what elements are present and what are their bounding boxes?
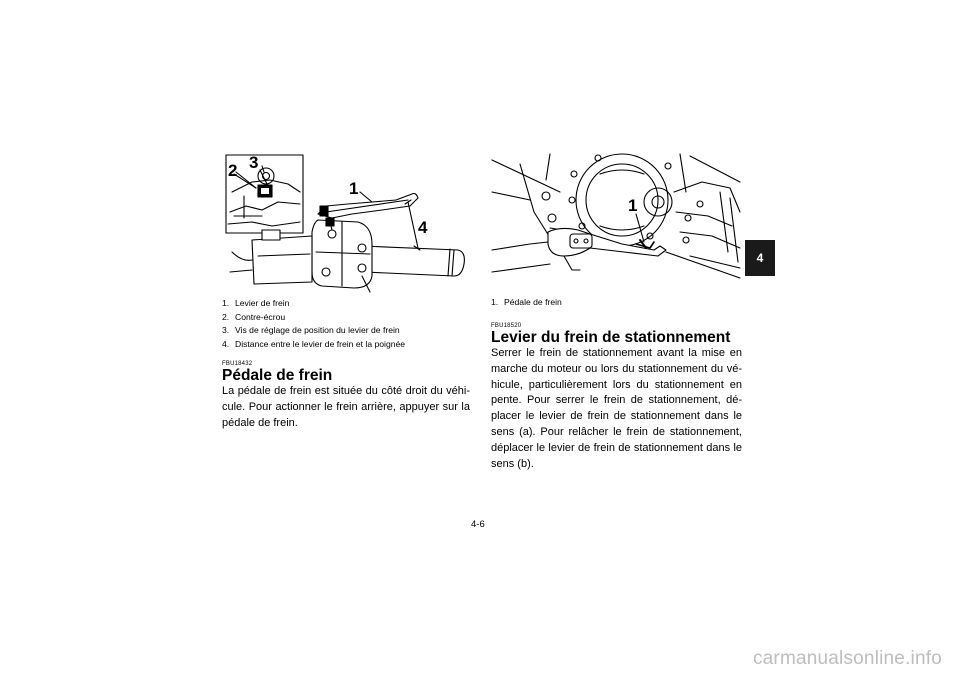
brake-lever-illustration: [222, 152, 472, 297]
caption-item: 3. Vis de réglage de position du levier de frein: [222, 325, 400, 336]
caption-item: 4. Distance entre le levier de frein et la poignée: [222, 338, 406, 349]
section-code: FBU18432: [222, 361, 253, 367]
brake-pedal-illustration: [490, 152, 742, 292]
section-heading: Pédale de frein: [222, 367, 333, 384]
section-heading: Levier du frein de stationnement: [491, 329, 731, 346]
callout-1: 1: [349, 179, 359, 198]
callout-3: 3: [249, 153, 259, 172]
callout-1: 1: [628, 196, 638, 215]
watermark: carmanualsonline.info: [752, 648, 942, 669]
caption-item: 1. Pédale de frein: [491, 297, 562, 307]
page-number: 4-6: [471, 519, 485, 530]
caption-item: 1. Levier de frein: [222, 298, 290, 308]
callout-2: 2: [228, 161, 238, 180]
section-code: FBU18520: [491, 323, 522, 329]
callout-4: 4: [418, 218, 428, 237]
right-figure-captions: [491, 296, 562, 310]
section-body: Serrer le frein de stationnement avant la mise en marche du moteur ou lors du stationnement du vé-hicule, particulièrement lors du stationnement en pente. Pour serrer le frein de stationnement, dé-placer le levier de frein de stationnement dans le sens (a). Pour relâcher le frein de stationnement, déplacer le levier de frein de stationnement dans le sens (b).: [491, 347, 742, 470]
chapter-tab: 4: [745, 240, 775, 276]
section-body: La pédale de frein est située du côté droit du véhi-cule. Pour actionner le frein arrière, appuyer sur la pédale de frein.: [222, 385, 470, 429]
caption-item: 2. Contre-écrou: [222, 311, 286, 322]
left-figure-captions: [222, 297, 405, 351]
